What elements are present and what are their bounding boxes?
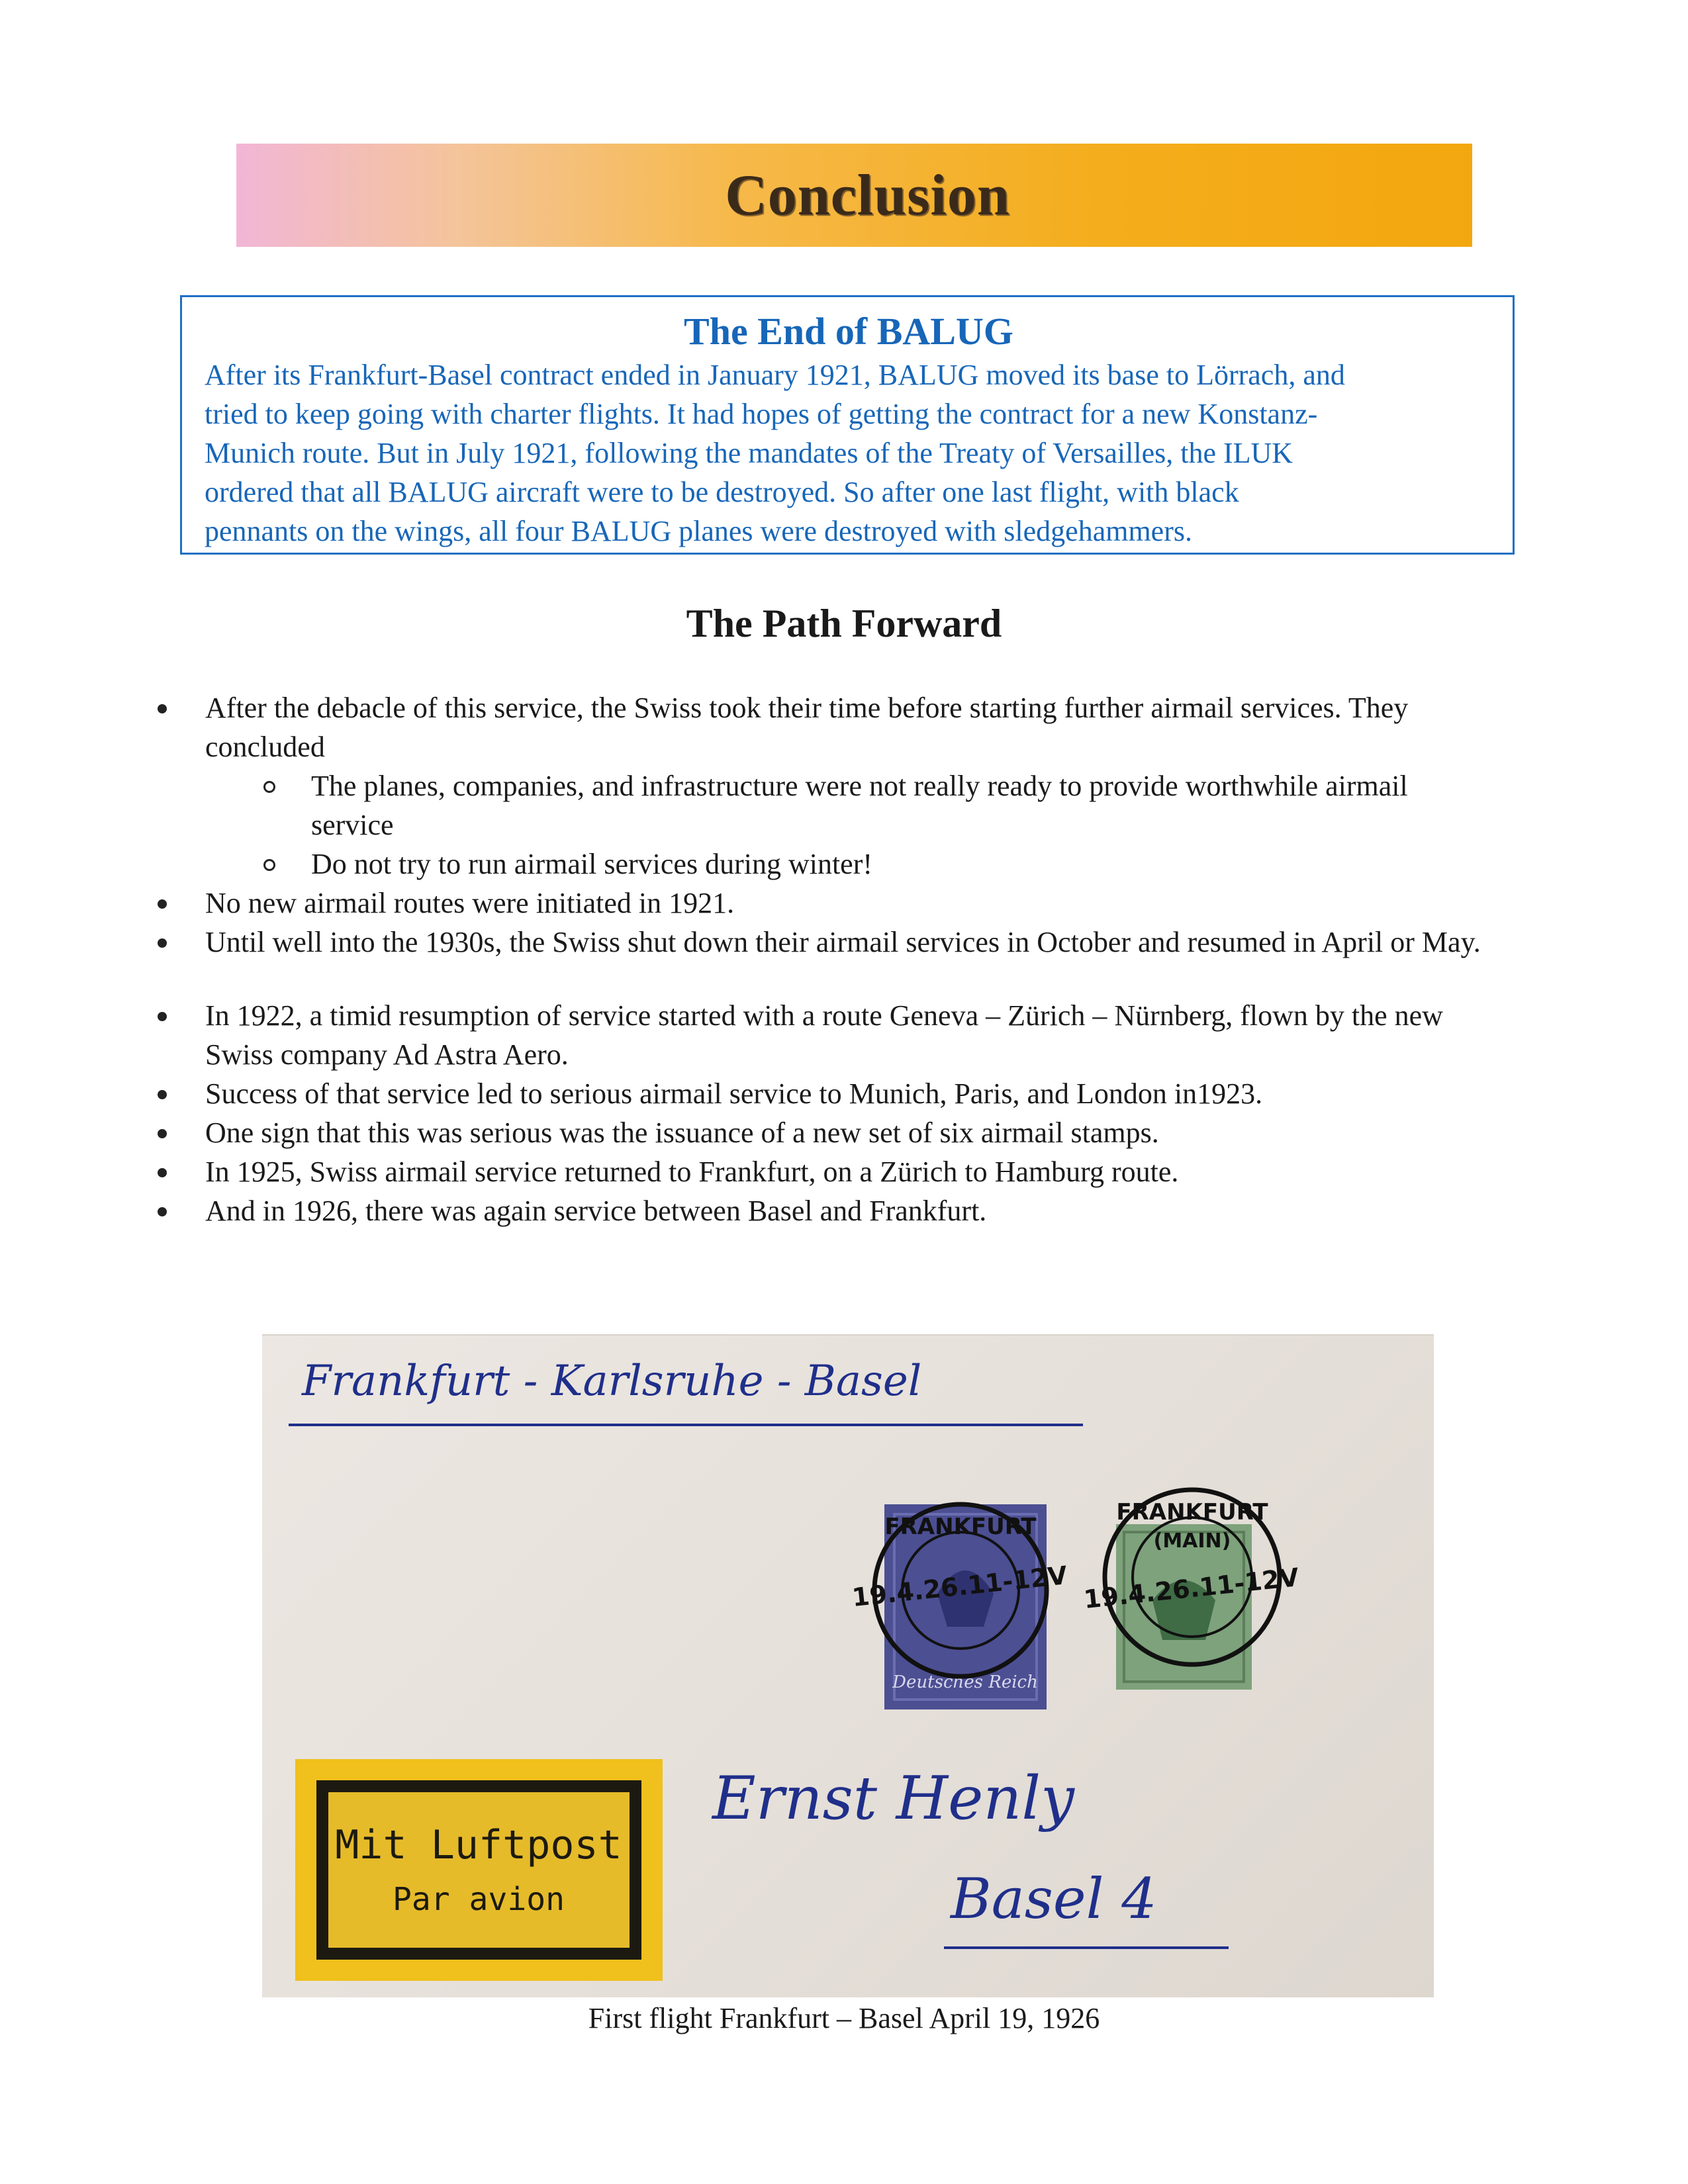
stamp-text: Deutsches Reich	[892, 1672, 1038, 1692]
sub-list-item	[205, 844, 1495, 884]
list-item	[158, 1113, 1495, 1152]
bullet-icon	[158, 899, 167, 909]
list-item	[158, 688, 1495, 884]
signature-name: Ernst Henly	[712, 1764, 1074, 1833]
path-forward-heading: The Path Forward	[686, 602, 1002, 645]
svg-text:(MAIN): (MAIN)	[1153, 1529, 1231, 1553]
list-item-text: No new airmail routes were initiated in 1921.	[205, 887, 735, 919]
end-of-balug-line: After its Frankfurt-Basel contract ended in January 1921, BALUG moved its base to Lörrach, and	[205, 359, 1345, 391]
end-of-balug-line: tried to keep going with charter flights. It had hopes of getting the contract for a new Konstanz-	[205, 398, 1318, 430]
svg-text:FRANKFURT: FRANKFURT	[1116, 1499, 1268, 1525]
sub-list-item	[205, 766, 1495, 844]
end-of-balug-line: ordered that all BALUG aircraft were to be destroyed. So after one last flight, with black	[205, 476, 1239, 508]
list-item	[158, 1152, 1495, 1191]
list-item	[158, 996, 1495, 1074]
cover-illustration	[262, 1336, 1434, 1997]
handwritten-route: Frankfurt - Karlsruhe - Basel	[302, 1357, 922, 1406]
bullet-icon	[158, 1090, 167, 1099]
list-item-text: Until well into the 1930s, the Swiss shut down their airmail services in October and resumed in April or May.	[205, 926, 1481, 958]
bullet-icon	[158, 1129, 167, 1138]
page-title: Conclusion	[725, 163, 1010, 228]
svg-text:FRANKFURT: FRANKFURT	[884, 1514, 1037, 1540]
circle-bullet-icon	[263, 781, 275, 793]
bullet-icon	[158, 938, 167, 948]
end-of-balug-line: pennants on the wings, all four BALUG planes were destroyed with sledgehammers.	[205, 515, 1192, 547]
sub-list	[205, 766, 1495, 884]
sub-list-item-text: Do not try to run airmail services during winter!	[311, 848, 873, 880]
list-item-text: And in 1926, there was again service between Basel and Frankfurt.	[205, 1195, 987, 1227]
bullet-icon	[158, 1012, 167, 1021]
list-item-text: In 1922, a timid resumption of service started with a route Geneva – Zürich – Nürnberg, flown by the new Swiss company Ad Astra Aero.	[205, 999, 1443, 1071]
end-of-balug-box	[180, 295, 1515, 555]
list-item	[158, 884, 1495, 923]
postmark-date: 19.4.26.11-12V	[851, 1561, 1069, 1613]
list-item-text: After the debacle of this service, the Swiss took their time before starting further airmail services. They concluded	[205, 692, 1409, 763]
end-of-balug-heading: The End of BALUG	[684, 310, 1013, 353]
sub-list-item-text: The planes, companies, and infrastructure were not really ready to provide worthwhile airmail service	[311, 770, 1408, 841]
path-forward-list	[158, 688, 1495, 1230]
svg-text:19.4.26.11-12V: 19.4.26.11-12V	[1082, 1563, 1301, 1615]
figure-caption: First flight Frankfurt – Basel April 19, 1926	[588, 2002, 1100, 2034]
airmail-label-line2: Par avion	[392, 1881, 565, 1918]
airmail-label-line1: Mit Luftpost	[335, 1822, 622, 1868]
list-item-text: In 1925, Swiss airmail service returned to Frankfurt, on a Zürich to Hamburg route.	[205, 1156, 1179, 1188]
list-item-text: Success of that service led to serious airmail service to Munich, Paris, and London in1923.	[205, 1077, 1263, 1110]
title-banner	[236, 144, 1472, 247]
list-item	[158, 1074, 1495, 1113]
list-item-text: One sign that this was serious was the issuance of a new set of six airmail stamps.	[205, 1116, 1159, 1149]
list-item	[158, 1191, 1495, 1230]
end-of-balug-line: Munich route. But in July 1921, following the mandates of the Treaty of Versailles, the ILUK	[205, 437, 1293, 469]
envelope-cover	[262, 1334, 1434, 1997]
list-item	[158, 923, 1495, 962]
circle-bullet-icon	[263, 859, 275, 871]
bullet-icon	[158, 1207, 167, 1216]
signature-city: Basel 4	[951, 1866, 1157, 1931]
bullet-icon	[158, 1168, 167, 1177]
airmail-label	[295, 1759, 663, 1981]
bullet-icon	[158, 704, 167, 713]
